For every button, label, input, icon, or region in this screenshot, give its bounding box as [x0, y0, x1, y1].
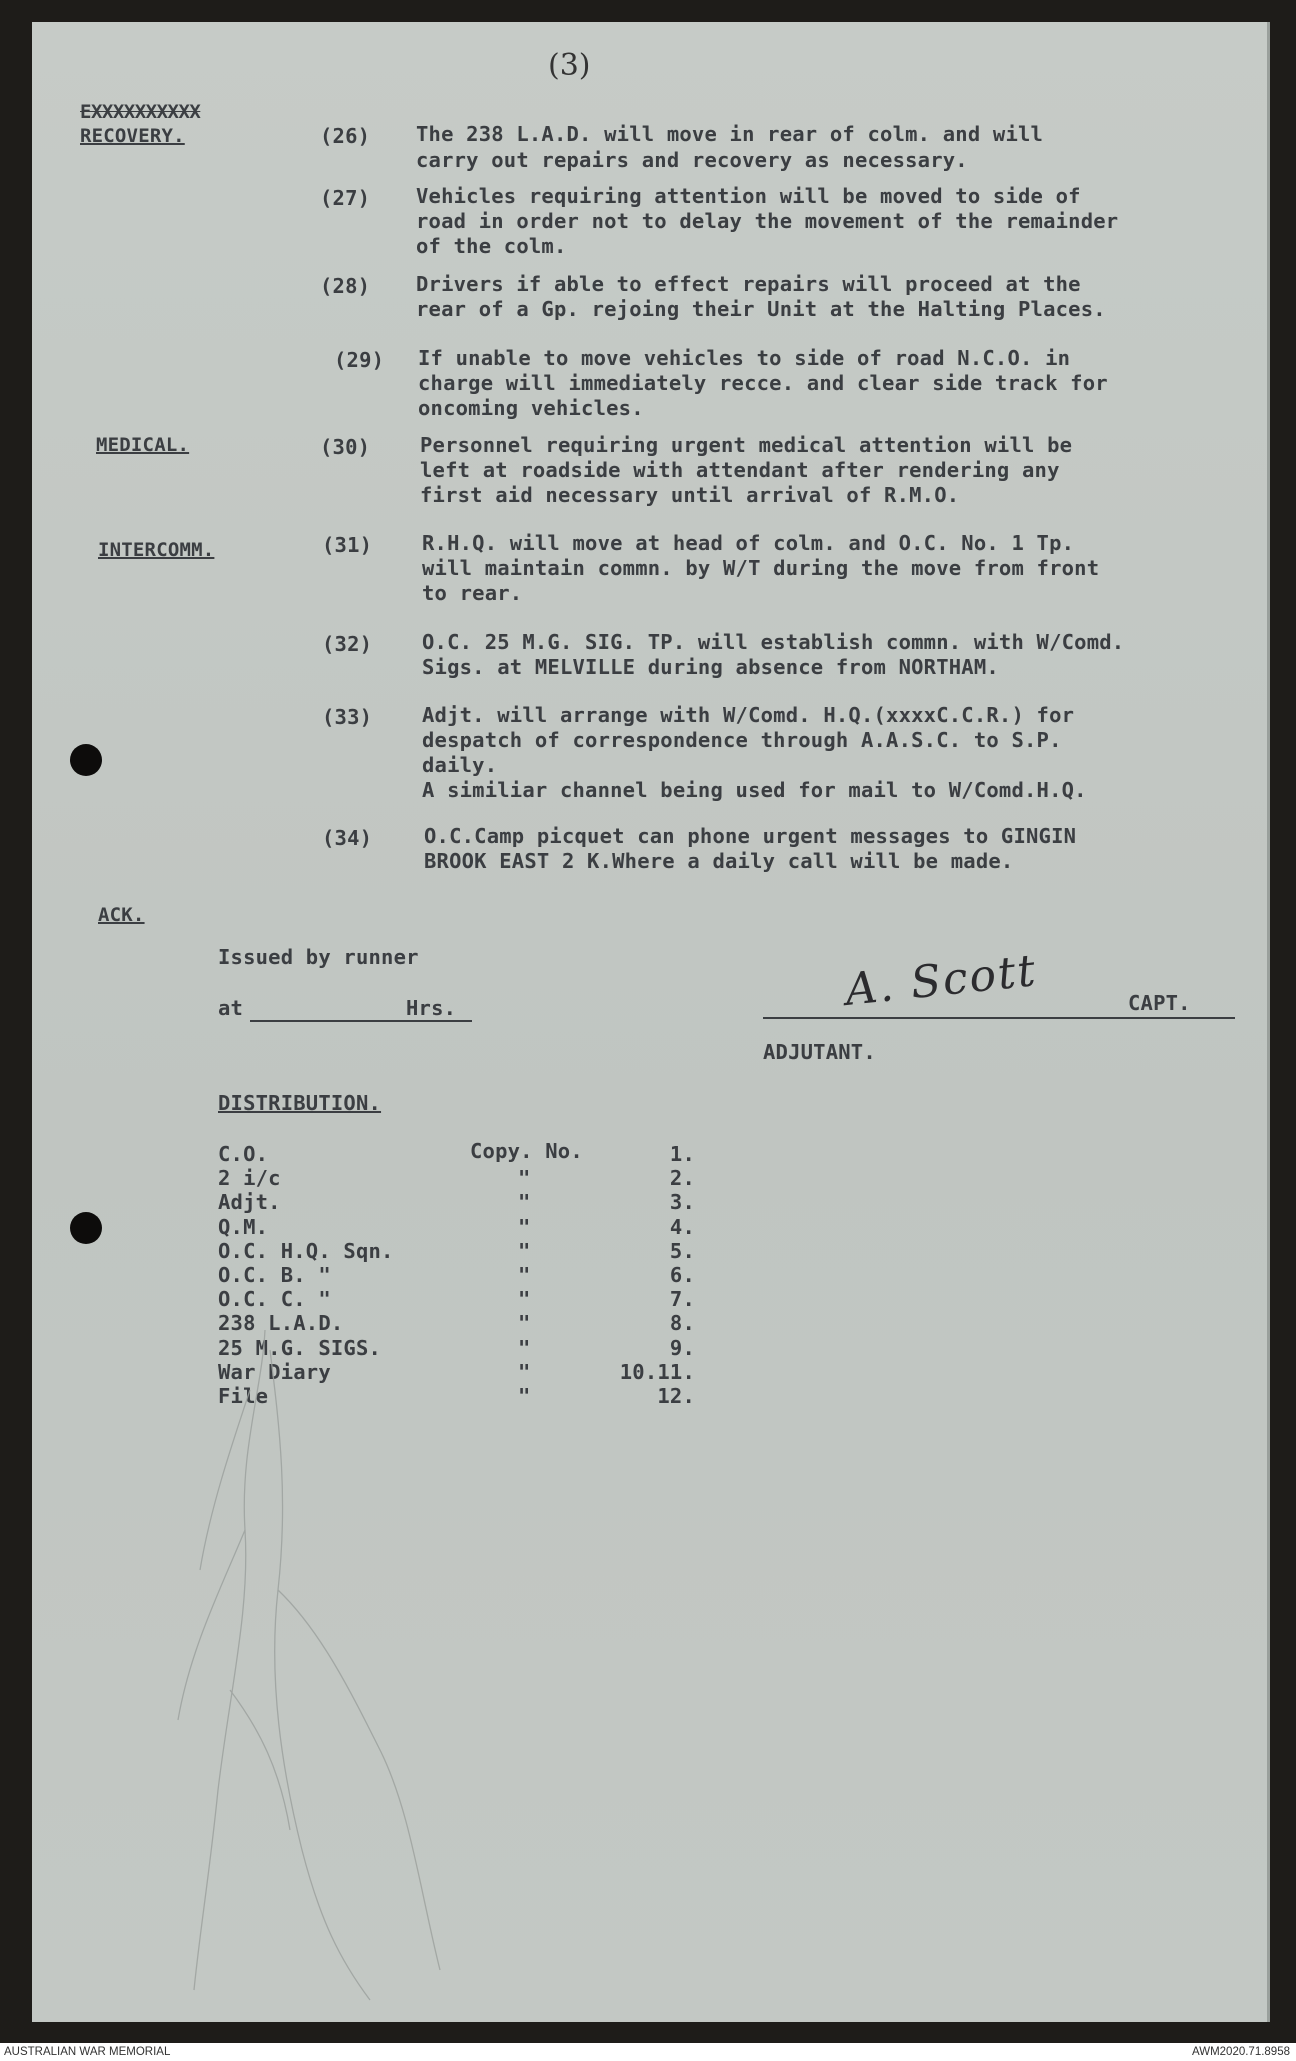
distribution-row [0, 1166, 1296, 1190]
paragraph-line: left at roadside with attendant after rendering any [420, 458, 1060, 482]
distribution-recipient: Adjt. [218, 1190, 281, 1215]
distribution-ditto: " [518, 1384, 531, 1408]
paragraph-number: (30) [320, 435, 371, 459]
paragraph-line: If unable to move vehicles to side of road N.C.O. in [418, 346, 1071, 370]
paragraph-number: (26) [320, 124, 371, 148]
signature-line [763, 1017, 1235, 1019]
distribution-recipient: 238 L.A.D. [218, 1311, 344, 1336]
distribution-ditto: " [518, 1214, 531, 1239]
distribution-ditto: " [518, 1166, 531, 1191]
paragraph-number: (34) [322, 826, 373, 850]
distribution-copy-number: 6. [669, 1263, 695, 1287]
paragraph-line: oncoming vehicles. [418, 396, 644, 420]
distribution-ditto: " [518, 1263, 531, 1287]
distribution-copy-number: 7. [669, 1287, 695, 1312]
distribution-ditto: " [518, 1311, 531, 1336]
paragraph-line: road in order not to delay the movement of the remainder [416, 209, 1119, 233]
signature-title: ADJUTANT. [763, 1040, 876, 1064]
paragraph-line: Sigs. at MELVILLE during absence from NORTHAM. [422, 655, 999, 679]
distribution-copy-number: 12. [657, 1384, 695, 1408]
paragraph-line: carry out repairs and recovery as necessary. [416, 148, 968, 172]
distribution-copy-number: 4. [669, 1214, 695, 1239]
paragraph-number: (27) [320, 186, 371, 210]
issued-hrs-label: Hrs. [406, 996, 457, 1020]
paragraph-line: daily. [422, 753, 498, 777]
paragraph-line: despatch of correspondence through A.A.S.C. to S.P. [422, 728, 1062, 752]
distribution-copy-number: 5. [669, 1238, 695, 1263]
distribution-recipient: 25 M.G. SIGS. [218, 1335, 382, 1360]
paragraph-line: Vehicles requiring attention will be moved to side of [416, 184, 1081, 208]
distribution-row [0, 1287, 1296, 1311]
paragraph-line: BROOK EAST 2 K.Where a daily call will be made. [424, 849, 1014, 873]
paragraph-line: to rear. [422, 581, 523, 605]
distribution-row [0, 1263, 1296, 1287]
paragraph-line: The 238 L.A.D. will move in rear of colm. and will [416, 122, 1044, 146]
distribution-row [0, 1239, 1296, 1263]
paragraph-number: (32) [322, 632, 373, 656]
distribution-ditto: " [518, 1287, 531, 1312]
signature: A. Scott [842, 945, 1040, 1016]
distribution-recipient: 2 i/c [218, 1166, 281, 1191]
distribution-recipient: Q.M. [218, 1214, 269, 1239]
distribution-recipient: O.C. C. " [218, 1287, 331, 1312]
distribution-recipient: War Diary [218, 1359, 331, 1384]
paragraph-line: Adjt. will arrange with W/Comd. H.Q.(xxxxC.C.R.) for [422, 703, 1075, 727]
paragraph-number: (28) [320, 274, 371, 298]
distribution-ditto: " [518, 1359, 531, 1384]
distribution-heading: DISTRIBUTION. [218, 1091, 382, 1115]
issued-by-line: Issued by runner [218, 945, 419, 969]
page-number: (3) [548, 48, 591, 83]
paragraph-line: Drivers if able to effect repairs will proceed at the [416, 272, 1081, 296]
heading-recovery-struck: EXXXXXXXXXX [80, 101, 201, 123]
distribution-copy-number: 8. [669, 1311, 695, 1336]
paragraph-number: (29) [334, 348, 385, 372]
distribution-ditto: " [518, 1190, 531, 1215]
paper-crease-marks [170, 1330, 470, 2010]
punch-hole-upper [70, 744, 102, 776]
archive-footer [0, 2043, 1296, 2061]
paragraph-line: O.C. 25 M.G. SIG. TP. will establish commn. with W/Comd. [422, 630, 1125, 654]
distribution-copy-number: 1. [669, 1142, 695, 1166]
distribution-copy-header: Copy. No. [470, 1139, 583, 1163]
paragraph-line: will maintain commn. by W/T during the move from front [422, 556, 1100, 580]
heading-recovery: RECOVERY. [80, 125, 185, 147]
distribution-recipient: C.O. [218, 1142, 269, 1166]
paragraph-number: (33) [322, 705, 373, 729]
distribution-copy-number: 3. [669, 1190, 695, 1215]
heading-ack: ACK. [98, 904, 145, 926]
paragraph-line: Personnel requiring urgent medical attention will be [420, 433, 1073, 457]
paragraph-line: O.C.Camp picquet can phone urgent messages to GINGIN [424, 824, 1077, 848]
heading-medical: MEDICAL. [96, 434, 190, 456]
paragraph-line: rear of a Gp. rejoing their Unit at the Halting Places. [416, 297, 1106, 321]
paragraph-line: A similiar channel being used for mail to W/Comd.H.Q. [422, 778, 1087, 802]
distribution-copy-number: 2. [669, 1166, 695, 1191]
paragraph-line: charge will immediately recce. and clear side track for [418, 371, 1108, 395]
distribution-copy-number: 9. [669, 1335, 695, 1360]
paragraph-line: first aid necessary until arrival of R.M.O. [420, 483, 960, 507]
distribution-ditto: " [518, 1335, 531, 1360]
distribution-row [0, 1190, 1296, 1214]
distribution-row [0, 1215, 1296, 1239]
heading-intercomm: INTERCOMM. [98, 539, 215, 561]
footer-reference: AWM2020.71.8958 [1191, 2046, 1290, 2058]
issued-at-label: at [218, 996, 244, 1020]
paragraph-line: of the colm. [416, 234, 567, 258]
distribution-recipient: O.C. H.Q. Sqn. [218, 1238, 394, 1263]
paragraph-line: R.H.Q. will move at head of colm. and O.C. No. 1 Tp. [422, 531, 1075, 555]
distribution-copy-number: 10.11. [619, 1359, 695, 1384]
distribution-row [0, 1142, 1296, 1166]
paragraph-number: (31) [322, 533, 373, 557]
footer-institution: AUSTRALIAN WAR MEMORIAL [4, 2046, 171, 2058]
distribution-recipient: O.C. B. " [218, 1263, 331, 1287]
signature-rank: CAPT. [1128, 991, 1191, 1015]
distribution-recipient: File [218, 1384, 269, 1408]
distribution-ditto: " [518, 1238, 531, 1263]
